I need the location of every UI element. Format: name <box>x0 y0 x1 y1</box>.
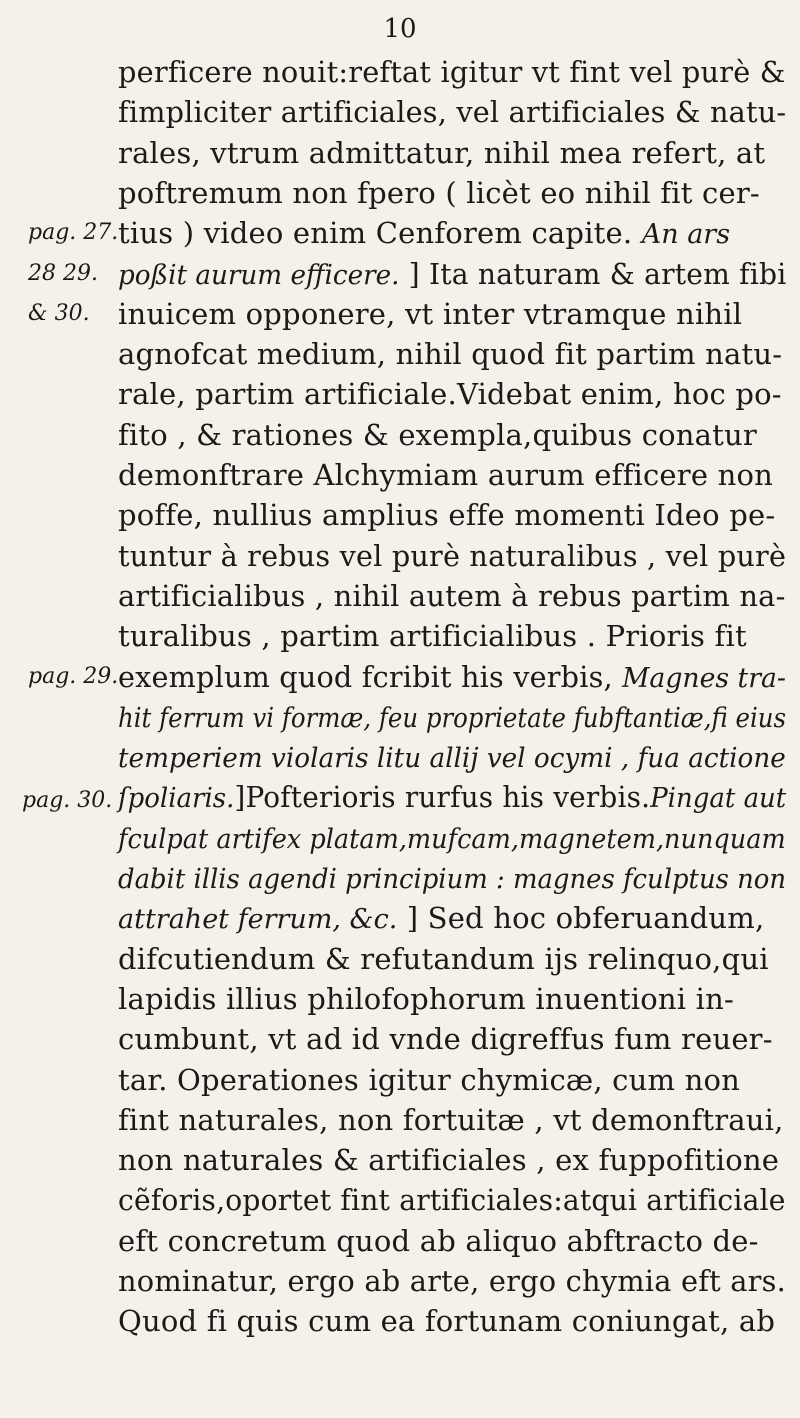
margin-reference: pag. 29. <box>28 663 119 689</box>
text-run: exemplum quod fcribit his verbis, <box>118 659 623 694</box>
text-line <box>118 937 786 981</box>
margin-reference: pag. 30. <box>22 788 113 814</box>
margin-reference: pag. 27. <box>28 220 119 246</box>
page-number: 10 <box>383 14 417 44</box>
text-run: Quod fi quis cum ea fortunam coniungat, ab <box>118 1304 776 1339</box>
text-run: tar. Operationes igitur chymicæ, cum non <box>118 1062 741 1097</box>
italic-quote: fculpat artifex platam,mufcam,magnetem,nunquam <box>118 823 786 855</box>
text-run: tius ) video enim Cenforem capite. <box>118 216 642 251</box>
margin-reference: 28 29. <box>28 260 98 286</box>
text-line <box>118 171 786 215</box>
text-run: fito , & rationes & exempla,quibus conatur <box>118 417 757 452</box>
text-run: cẽforis,oportet fint artificiales:atqui artificiale <box>118 1183 786 1218</box>
text-line <box>118 453 786 497</box>
italic-quote: poßit aurum efficere. <box>118 259 400 291</box>
text-line <box>118 534 787 578</box>
italic-quote: attrahet ferrum, &c. <box>118 904 398 936</box>
text-run: lapidis illius philofophorum inuentioni in- <box>118 981 734 1016</box>
text-line <box>118 372 786 416</box>
italic-quote: Magnes tra- <box>622 662 786 694</box>
text-line <box>118 413 786 457</box>
margin-reference: & 30. <box>28 300 90 326</box>
text-line <box>118 1017 786 1061</box>
text-line <box>118 655 786 701</box>
text-run: rales, vtrum admittatur, nihil mea refert, at <box>118 135 766 170</box>
text-run: inuicem opponere, vt inter vtramque nihil <box>118 296 743 331</box>
text-run: nominatur, ergo ab arte, ergo chymia eft ars. <box>118 1264 786 1298</box>
text-run: ] Ita naturam & artem fibi <box>399 256 787 291</box>
text-run: fint naturales, non fortuitæ , vt demonftraui, <box>118 1102 784 1137</box>
text-run: non naturales & artificiales , ex fuppofitione <box>118 1143 780 1178</box>
text-line <box>118 896 786 942</box>
text-run: ]Pofterioris rurfus his verbis. <box>234 780 651 815</box>
text-line <box>118 131 786 175</box>
text-line <box>118 1219 786 1263</box>
text-line <box>118 1299 786 1343</box>
italic-quote: An ars <box>641 219 731 251</box>
italic-quote: temperiem violaris litu allij vel ocymi , fua actione <box>118 743 786 775</box>
italic-quote: hit ferrum vi formæ, feu proprietate fubftantiæ,fi eius <box>118 702 787 734</box>
text-run: rale, partim artificiale.Videbat enim, hoc po- <box>118 377 782 412</box>
text-run: fimpliciter artificiales, vel artificiales & natu- <box>118 95 787 130</box>
text-line <box>118 1178 786 1222</box>
text-run: eft concretum quod ab aliquo abftracto de- <box>118 1223 759 1258</box>
text-run: ] Sed hoc obferuandum, <box>397 901 765 936</box>
text-run: cumbunt, vt ad id vnde digreffus fum reuer- <box>118 1022 773 1057</box>
text-line <box>118 695 787 741</box>
text-run: artificialibus , nihil autem à rebus partim na- <box>118 578 786 613</box>
text-line <box>118 735 786 781</box>
text-run: poffe, nullius amplius effe momenti Ideo pe- <box>118 498 776 533</box>
text-line <box>118 1138 786 1182</box>
text-run: poftremum non fpero ( licèt eo nihil fit cer- <box>118 175 760 210</box>
text-run: demonftrare Alchymiam aurum efficere non <box>118 458 774 492</box>
text-run: difcutiendum & refutandum ijs relinquo,qui <box>118 941 769 976</box>
text-line <box>118 1098 786 1142</box>
text-line <box>118 977 786 1021</box>
text-line <box>118 574 786 618</box>
text-line <box>118 816 786 862</box>
text-line <box>118 1058 786 1102</box>
italic-quote: Pingat aut <box>650 783 787 815</box>
text-line <box>118 90 787 134</box>
text-run: turalibus , partim artificialibus . Prioris fit <box>118 619 747 654</box>
text-line <box>118 856 787 902</box>
italic-quote: dabit illis agendi principium : magnes fculptus non <box>118 864 787 895</box>
text-run: agnofcat medium, nihil quod fit partim natu- <box>118 337 783 372</box>
text-line <box>118 332 786 376</box>
text-run: tuntur à rebus vel purè naturalibus , vel purè <box>118 538 787 573</box>
text-line <box>118 211 786 257</box>
text-line <box>118 1259 786 1303</box>
italic-quote: ſpoliaris. <box>118 783 235 815</box>
text-line <box>118 493 786 537</box>
text-line <box>118 614 786 658</box>
text-run: perficere nouit:reftat igitur vt fint vel purè & <box>118 55 786 89</box>
text-line <box>118 292 786 336</box>
text-line <box>118 252 787 298</box>
text-line <box>118 50 786 94</box>
text-line <box>118 775 787 821</box>
